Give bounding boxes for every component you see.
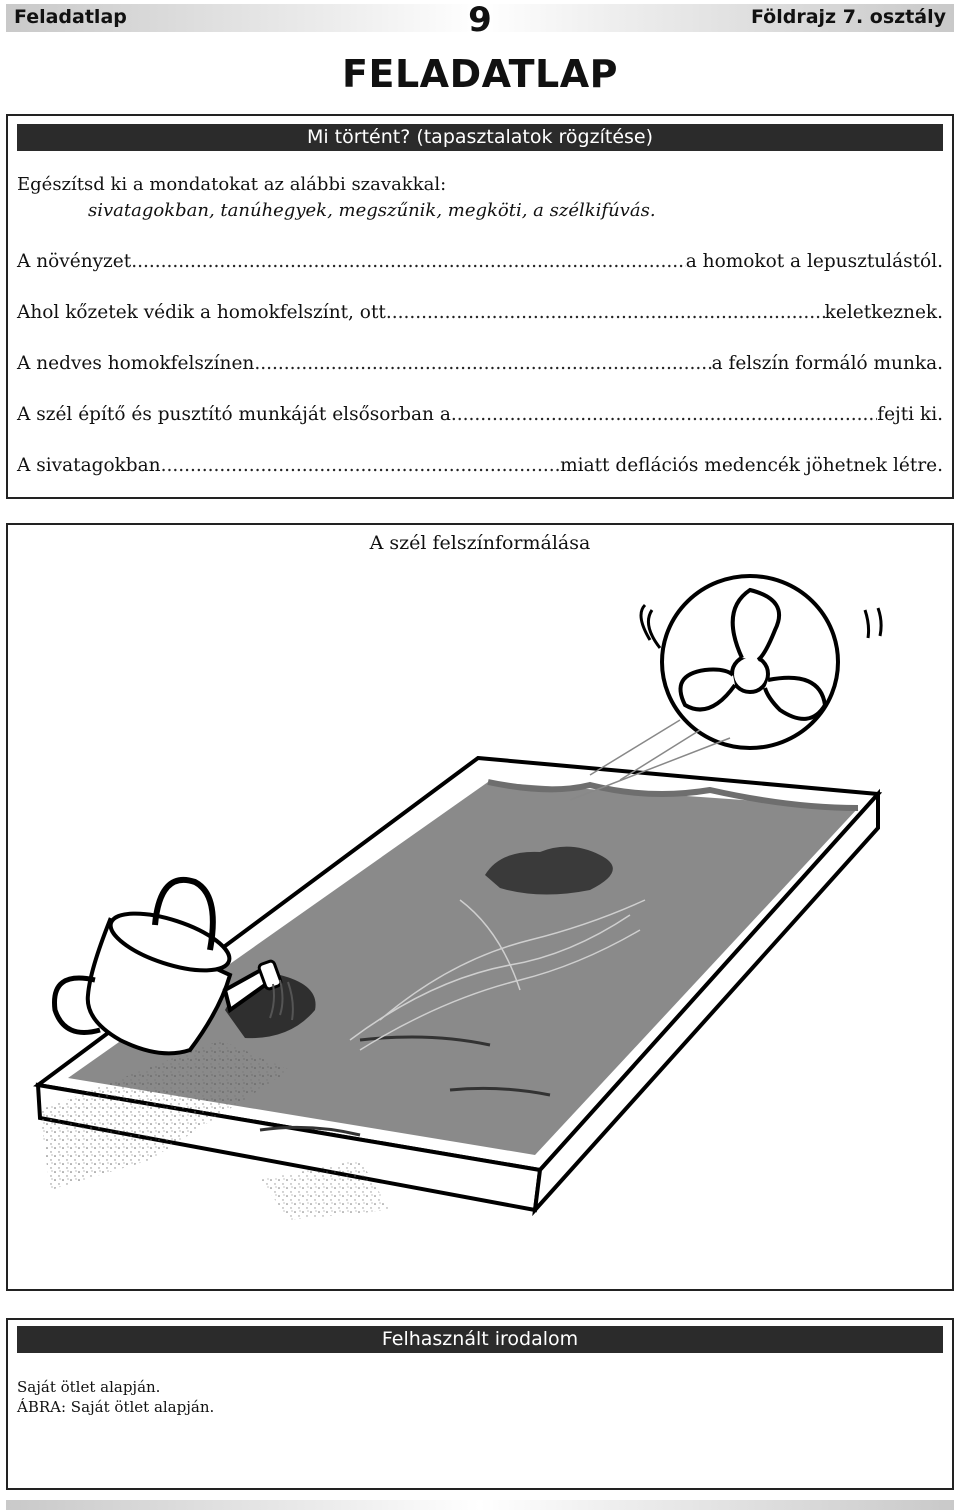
reference-line-2: ÁBRA: Saját ötlet alapján. bbox=[17, 1398, 215, 1416]
sentence-5-after: miatt deflációs medencék jöhetnek létre. bbox=[560, 455, 943, 476]
blank-3[interactable] bbox=[254, 353, 711, 374]
sentence-3 bbox=[17, 353, 943, 374]
sentence-4 bbox=[17, 404, 943, 425]
blank-4[interactable] bbox=[451, 404, 877, 425]
exercise-heading: Mi történt? (tapasztalatok rögzítése) bbox=[17, 124, 943, 151]
sentence-2 bbox=[17, 302, 943, 323]
instruction-text: Egészítsd ki a mondatokat az alábbi szavakkal: bbox=[17, 174, 447, 195]
blank-5[interactable] bbox=[161, 455, 561, 476]
sentence-5 bbox=[17, 455, 943, 476]
blank-2[interactable] bbox=[386, 302, 825, 323]
figure-title: A szél felszínformálása bbox=[369, 532, 591, 554]
sentence-4-before: A szél építő és pusztító munkáját elsősorban a bbox=[17, 404, 451, 425]
sentence-3-before: A nedves homokfelszínen bbox=[17, 353, 255, 374]
sentence-1-before: A növényzet bbox=[17, 251, 132, 272]
sentence-3-after: a felszín formáló munka. bbox=[711, 353, 943, 374]
header-right-subject: Földrajz 7. osztály bbox=[750, 6, 946, 28]
sentence-1-after: a homokot a lepusztulástól. bbox=[685, 251, 943, 272]
sentence-1 bbox=[17, 251, 943, 272]
page-number: 9 bbox=[468, 0, 492, 40]
sentence-2-before: Ahol kőzetek védik a homokfelszínt, ott bbox=[17, 302, 386, 323]
word-bank: sivatagokban, tanúhegyek, megszűnik, megköti, a szélkifúvás. bbox=[88, 200, 656, 221]
electric-fan-icon bbox=[570, 576, 881, 800]
sentence-5-before: A sivatagokban bbox=[17, 455, 161, 476]
footer-bar bbox=[6, 1500, 954, 1510]
references-heading: Felhasznált irodalom bbox=[17, 1326, 943, 1353]
sentence-2-after: keletkeznek. bbox=[824, 302, 943, 323]
reference-line-1: Saját ötlet alapján. bbox=[17, 1378, 161, 1396]
sentence-4-after: fejti ki. bbox=[877, 404, 943, 425]
page-title: FELADATLAP bbox=[342, 52, 618, 96]
header-left-title: Feladatlap bbox=[14, 6, 127, 28]
wind-experiment-illustration bbox=[30, 570, 940, 1270]
blank-1[interactable] bbox=[131, 251, 686, 272]
